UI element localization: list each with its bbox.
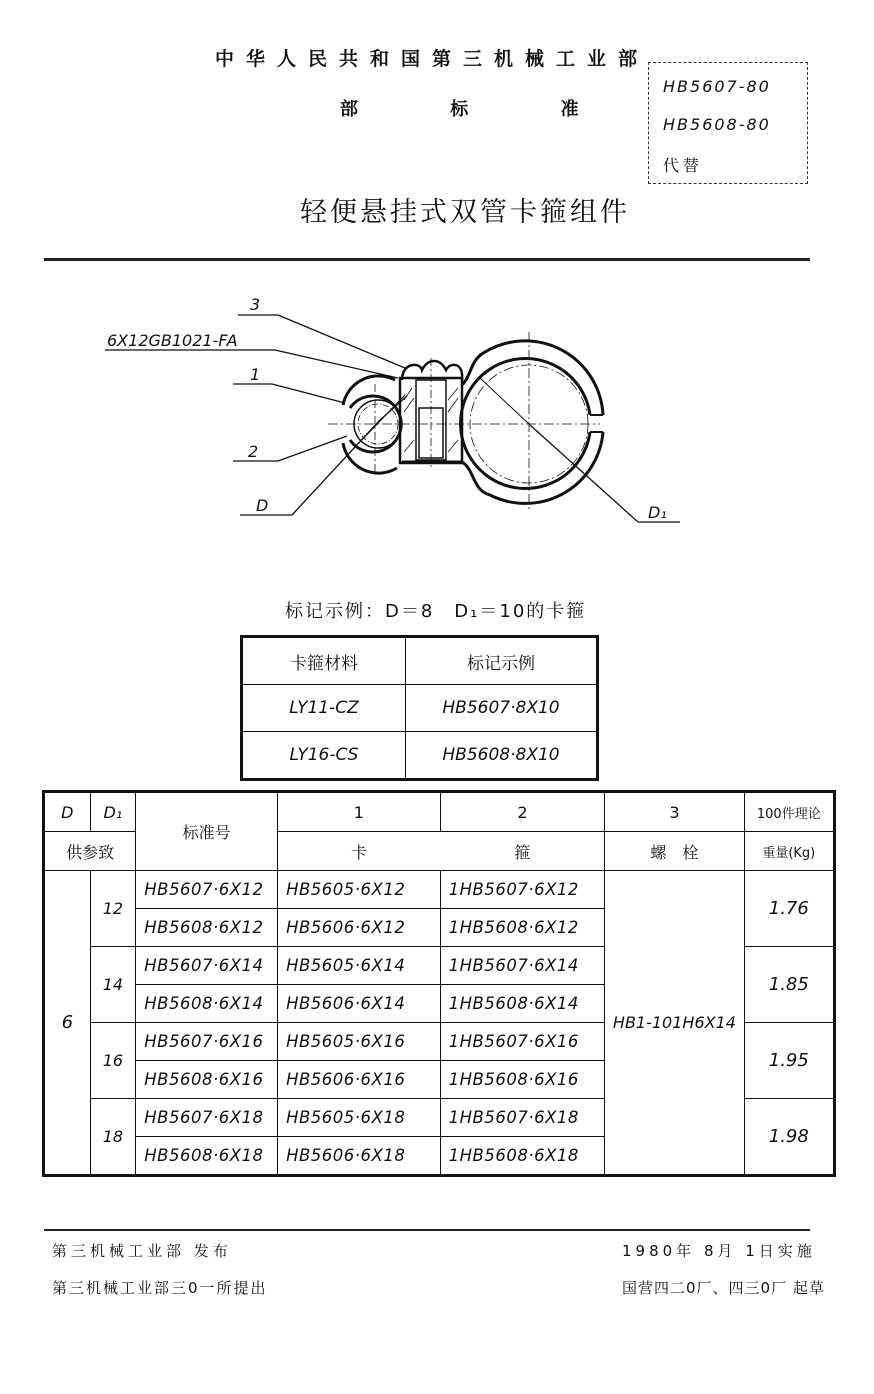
clamp-assembly-drawing [0,280,874,540]
clamp-cell: HB5605·6X16 [278,1023,441,1061]
proposed-by: 第三机械工业部三0一所提出 [52,1279,268,1297]
header-material: 卡箍材料 [242,637,406,685]
hoop-cell: 1HB5607·6X16 [440,1023,605,1061]
standard-number-cell: HB5608·6X16 [136,1061,278,1099]
hoop-cell: 1HB5607·6X14 [440,947,605,985]
document-title: 轻便悬挂式双管卡箍组件 [300,197,630,228]
marking-example-table [240,635,599,781]
D1-value: 16 [90,1023,136,1099]
D1-value: 12 [90,871,136,947]
marking-example-caption: 标记示例：D＝8 D₁＝10的卡箍 [285,601,587,622]
ministry-heading: 中华人民共和国第三机械工业部 [215,48,650,70]
weight-value: 1.76 [744,871,834,947]
hoop-cell: 1HB5607·6X18 [440,1099,605,1137]
standard-number-cell: HB5607·6X14 [136,947,278,985]
standard-type-char: 标 [450,99,469,120]
footer-divider [44,1229,810,1231]
header-D: D [44,792,91,832]
drafted-by: 国营四二0厂、四三0厂 起草 [622,1279,825,1297]
bolt-value: HB1-101H6X14 [605,871,744,1176]
standard-type-char: 准 [560,99,579,120]
callout-washer: 6X12GB1021-FA [107,331,238,350]
standard-type-char: 部 [340,99,358,120]
weight-value: 1.95 [744,1023,834,1099]
clamp-cell: HB5605·6X14 [278,947,441,985]
standard-number-cell: HB5607·6X16 [136,1023,278,1061]
standard-type [340,95,625,121]
callout-part-1: 1 [250,365,261,384]
header-part-3: 3 [605,792,744,832]
D-value: 6 [44,871,91,1176]
header-weight-line2: 重量(Kg) [744,832,834,871]
header-clamp: 卡 [278,832,441,871]
clamp-cell: HB5606·6X12 [278,909,441,947]
weight-value: 1.98 [744,1099,834,1176]
standard-code: HB5607-80 [663,77,771,96]
callout-part-3: 3 [250,295,261,314]
header-standard-number: 标准号 [136,792,278,871]
header-example: 标记示例 [406,637,598,685]
clamp-cell: HB5606·6X14 [278,985,441,1023]
material-cell: LY11-CZ [242,685,406,732]
standard-number-cell: HB5608·6X14 [136,985,278,1023]
hoop-cell: 1HB5608·6X18 [440,1137,605,1176]
header-weight-line1: 100件理论 [744,792,834,832]
issued-by: 第三机械工业部 发布 [52,1242,232,1260]
clamp-cell: HB5605·6X12 [278,871,441,909]
clamp-cell: HB5606·6X16 [278,1061,441,1099]
clamp-cell: HB5605·6X18 [278,1099,441,1137]
header-reference: 供参致 [44,832,136,871]
standard-code: HB5608-80 [663,115,771,134]
standard-number-cell: HB5608·6X18 [136,1137,278,1176]
material-cell: LY16-CS [242,732,406,780]
clamp-cell: HB5606·6X18 [278,1137,441,1176]
header-bolt: 螺 栓 [605,832,744,871]
header-divider [44,258,810,261]
callout-part-2: 2 [248,442,259,461]
example-cell: HB5607·8X10 [406,685,598,732]
hoop-cell: 1HB5608·6X16 [440,1061,605,1099]
standard-number-cell: HB5608·6X12 [136,909,278,947]
example-cell: HB5608·8X10 [406,732,598,780]
callout-D1: D₁ [648,503,667,522]
weight-value: 1.85 [744,947,834,1023]
header-D1: D₁ [90,792,136,832]
hoop-cell: 1HB5608·6X12 [440,909,605,947]
standard-code-box [648,62,808,184]
replaces-label: 代替 [663,156,704,175]
D1-value: 14 [90,947,136,1023]
component-table [42,790,836,1177]
callout-D: D [256,496,269,515]
hoop-cell: 1HB5608·6X14 [440,985,605,1023]
hoop-cell: 1HB5607·6X12 [440,871,605,909]
D1-value: 18 [90,1099,136,1176]
standard-number-cell: HB5607·6X18 [136,1099,278,1137]
header-hoop: 箍 [440,832,605,871]
header-part-2: 2 [440,792,605,832]
standard-number-cell: HB5607·6X12 [136,871,278,909]
header-part-1: 1 [278,792,441,832]
effective-date: 1980年 8月 1日实施 [622,1242,816,1260]
